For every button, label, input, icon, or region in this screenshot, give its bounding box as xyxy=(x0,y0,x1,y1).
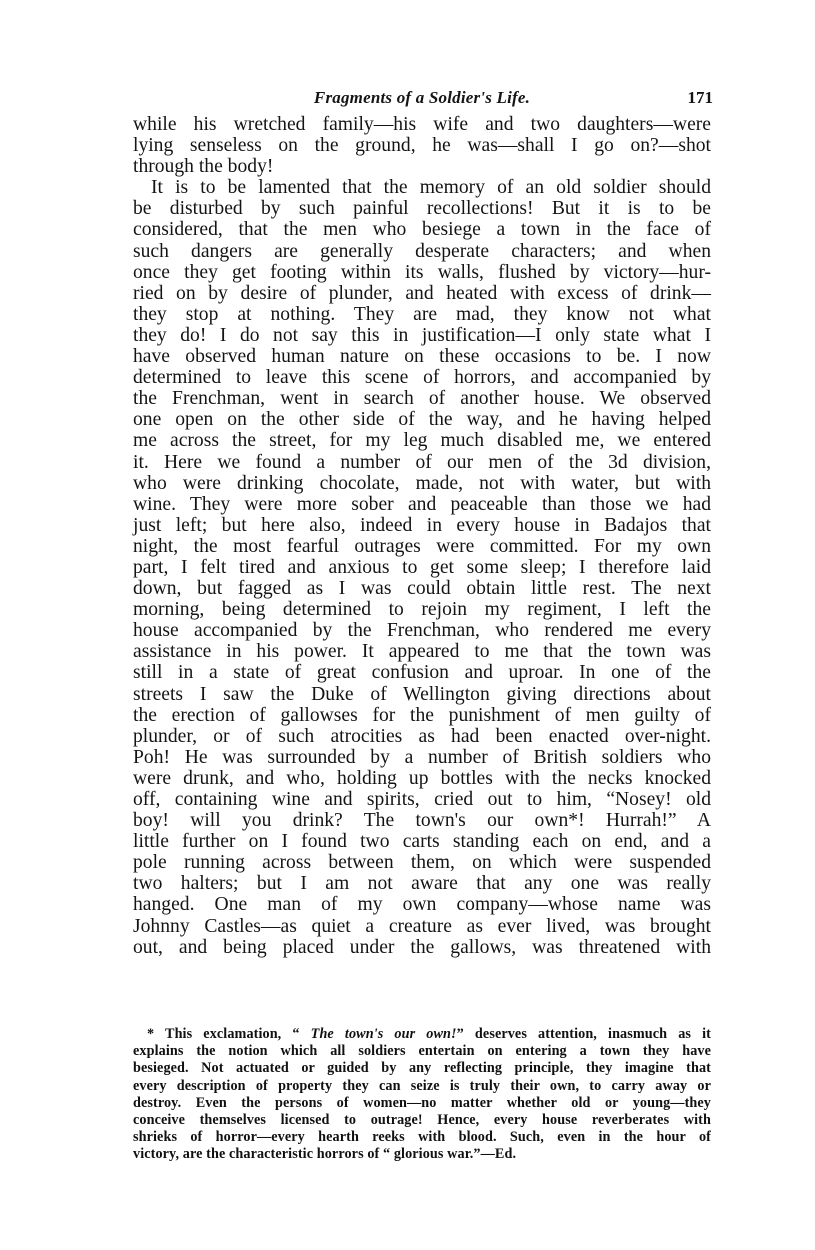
footnote-line: * This exclamation, “ The town's our own!” deserves attention, inasmuch as it xyxy=(147,1026,711,1042)
text-line: just left; but here also, indeed in every house in Badajos that xyxy=(133,514,711,536)
text-line: wine. They were more sober and peaceable than those we had xyxy=(133,493,711,515)
text-line: plunder, or of such atrocities as had been enacted over-night. xyxy=(133,725,711,747)
text-line: determined to leave this scene of horrors, and accompanied by xyxy=(133,367,711,389)
text-line: lying senseless on the ground, he was—shall I go on?—shot xyxy=(133,135,711,157)
running-title: Fragments of a Soldier's Life. xyxy=(313,88,531,107)
text-line: have observed human nature on these occasions to be. I now xyxy=(133,346,711,368)
paragraph-start-line: It is to be lamented that the memory of an old soldier should xyxy=(151,177,711,199)
text-line: Poh! He was surrounded by a number of British soldiers who xyxy=(133,746,711,768)
text-line: house accompanied by the Frenchman, who rendered me every xyxy=(133,620,711,642)
text-line: they do! I do not say this in justification—I only state what I xyxy=(133,324,711,346)
italic-quote: The town's our own! xyxy=(310,1026,457,1042)
text-line: me across the street, for my leg much disabled me, we entered xyxy=(133,430,711,452)
text-line: Johnny Castles—as quiet a creature as ever lived, was brought xyxy=(133,915,711,937)
text-line: little further on I found two carts standing each on end, and a xyxy=(133,831,711,853)
text-line: be disturbed by such painful recollections! But it is to be xyxy=(133,198,711,220)
text-line: through the body! xyxy=(133,156,274,178)
text-line: boy! will you drink? The town's our own*! Hurrah!” A xyxy=(133,810,711,832)
text-line: off, containing wine and spirits, cried out to him, “Nosey! old xyxy=(133,789,711,810)
text-line: the Frenchman, went in search of another house. We observed xyxy=(133,388,711,410)
footnote-line: shrieks of horror—every hearth reeks with blood. Such, even in the hour of xyxy=(133,1129,711,1146)
running-head xyxy=(133,88,711,114)
text-line: still in a state of great confusion and uproar. In one of the xyxy=(133,662,711,684)
text-line: they stop at nothing. They are mad, they know not what xyxy=(133,303,711,325)
text-line: once they get footing within its walls, flushed by victory—hur- xyxy=(133,261,711,283)
page-number: 171 xyxy=(687,88,713,107)
text-line: the erection of gallowses for the punishment of men guilty of xyxy=(133,704,711,726)
footnote-line: conceive themselves licensed to outrage! Hence, every house reverberates with xyxy=(133,1112,711,1129)
text-line: night, the most fearful outrages were committed. For my own xyxy=(133,535,711,557)
book-page xyxy=(133,88,711,958)
text-line: down, but fagged as I was could obtain little rest. The next xyxy=(133,578,711,600)
footnote-line: explains the notion which all soldiers entertain on entering a town they have xyxy=(133,1043,711,1060)
body-text xyxy=(133,114,711,958)
text-line: streets I saw the Duke of Wellington giving directions about xyxy=(133,683,711,705)
footnote-line: besieged. Not actuated or guided by any reflecting principle, they imagine that xyxy=(133,1060,711,1077)
footnote-line: every description of property they can seize is truly their own, to carry away or xyxy=(133,1077,711,1094)
text-line: while his wretched family—his wife and two daughters—were xyxy=(133,114,711,135)
text-line: morning, being determined to rejoin my regiment, I left the xyxy=(133,599,711,621)
footnote xyxy=(133,1026,711,1164)
text-line: such dangers are generally desperate characters; and when xyxy=(133,240,711,262)
footnote-line: destroy. Even the persons of women—no matter whether old or young—they xyxy=(133,1094,711,1111)
text-line: it. Here we found a number of our men of the 3d division, xyxy=(133,451,711,473)
text-line: ried on by desire of plunder, and heated with excess of drink— xyxy=(133,282,711,304)
text-line: one open on the other side of the way, and he having helped xyxy=(133,409,711,431)
text-line: pole running across between them, on which were suspended xyxy=(133,852,711,874)
text-line: two halters; but I am not aware that any one was really xyxy=(133,873,711,895)
footnote-line: victory, are the characteristic horrors of “ glorious war.”—Ed. xyxy=(133,1146,517,1163)
text-line: assistance in his power. It appeared to me that the town was xyxy=(133,641,711,663)
text-line: hanged. One man of my own company—whose name was xyxy=(133,894,711,916)
text-line: considered, that the men who besiege a town in the face of xyxy=(133,219,711,241)
text-line: were drunk, and who, holding up bottles with the necks knocked xyxy=(133,767,711,789)
text-line: who were drinking chocolate, made, not with water, but with xyxy=(133,472,711,494)
text-line: out, and being placed under the gallows, was threatened with xyxy=(133,936,711,958)
text-line: part, I felt tired and anxious to get some sleep; I therefore laid xyxy=(133,556,711,578)
